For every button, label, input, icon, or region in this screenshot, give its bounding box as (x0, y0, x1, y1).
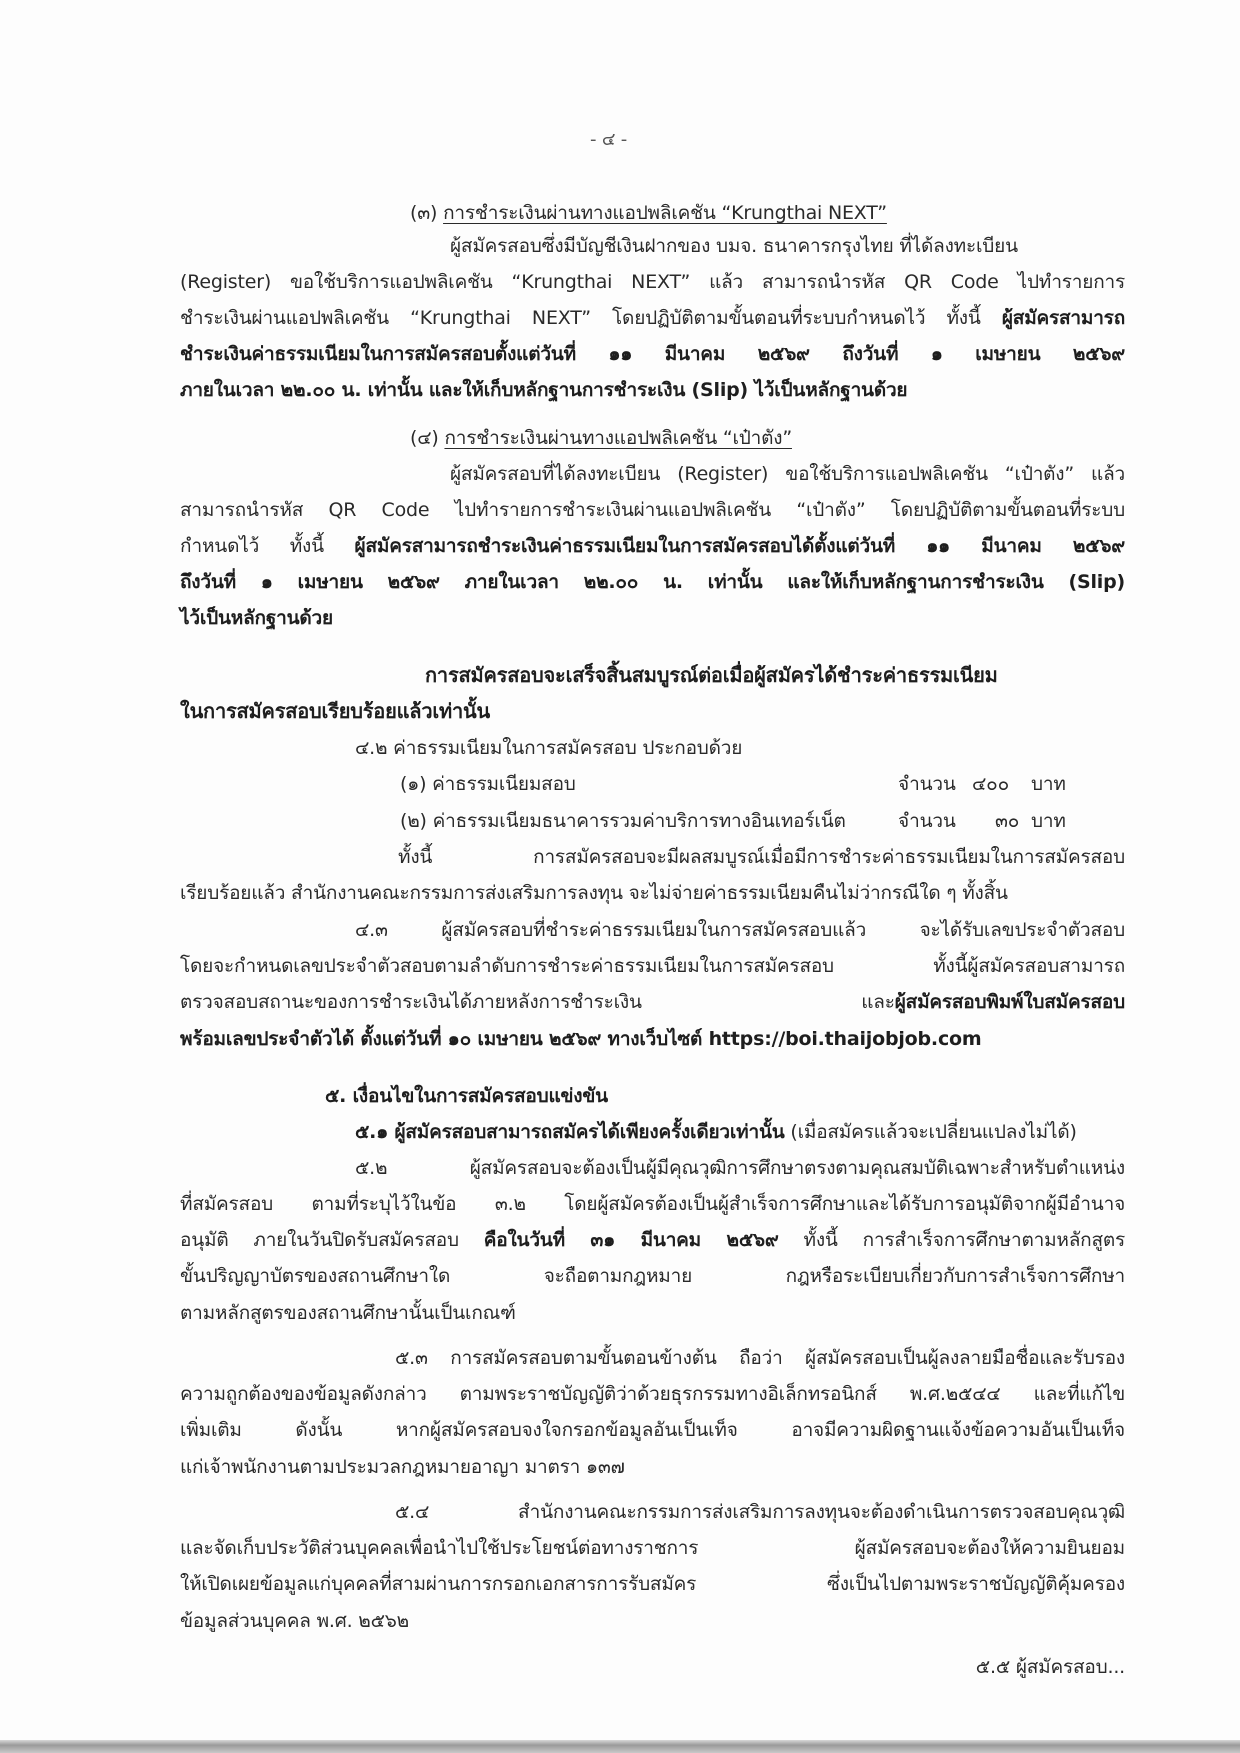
paragraph-line-bold: ภายในเวลา ๒๒.๐๐ น. เท่านั้น และให้เก็บหลักฐานการชำระเงิน (Slip) ไว้เป็นหลักฐานด้วย (180, 379, 908, 401)
paragraph-line: ๕.๓ การสมัครสอบตามขั้นตอนข้างต้น ถือว่า ผู้สมัครสอบเป็นผู้ลงลายมือชื่อและรับรอง (395, 1347, 1125, 1369)
paragraph-line: (Register) ขอใช้บริการแอปพลิเคชัน “Krungthai NEXT” แล้ว สามารถนำรหัส QR Code ไปทำรายการ (180, 271, 1125, 293)
section-4-number: (๔) (410, 427, 439, 449)
paragraph-line: แก่เจ้าพนักงานตามประมวลกฎหมายอาญา มาตรา ๑๓๗ (180, 1456, 625, 1478)
fee-item-amount: ๓๐ (995, 810, 1020, 832)
completion-note-line: ในการสมัครสอบเรียบร้อยแล้วเท่านั้น (180, 699, 490, 723)
page-number: - ๔ - (590, 129, 628, 150)
text-bold: ผู้สมัครสามารถ (1001, 307, 1125, 329)
paragraph-line: ผู้สมัครสอบที่ได้ลงทะเบียน (Register) ขอใช้บริการแอปพลิเคชัน “เป๋าตัง” แล้ว (450, 463, 1125, 485)
paragraph-line: ข้อมูลส่วนบุคคล พ.ศ. ๒๕๖๒ (180, 1610, 409, 1632)
section-3-heading (410, 198, 887, 228)
section-3-title: การชำระเงินผ่านทางแอปพลิเคชัน “Krungthai NEXT” (443, 202, 887, 224)
section-5-heading: ๕. เงื่อนไขในการสมัครสอบแข่งขัน (325, 1085, 608, 1107)
paragraph-line: สามารถนำรหัส QR Code ไปทำรายการชำระเงินผ่านแอปพลิเคชัน “เป๋าตัง” โดยปฏิบัติตามขั้นตอนที่ระบบ (180, 499, 1125, 521)
scan-bottom-edge (0, 1740, 1240, 1753)
text-bold: ผู้สมัครสอบพิมพ์ใบสมัครสอบ (894, 991, 1125, 1013)
paragraph-line: ความถูกต้องของข้อมูลดังกล่าว ตามพระราชบัญญัติว่าด้วยธุรกรรมทางอิเล็กทรอนิกส์ พ.ศ.๒๕๔๔ และที่แก้ไข (180, 1383, 1125, 1405)
paragraph-line: ให้เปิดเผยข้อมูลแก่บุคคลที่สามผ่านการกรอกเอกสารการรับสมัคร ซึ่งเป็นไปตามพระราชบัญญัติคุ้มครอง (180, 1573, 1125, 1595)
paragraph-line: ที่สมัครสอบ ตามที่ระบุไว้ในข้อ ๓.๒ โดยผู้สมัครต้องเป็นผู้สำเร็จการศึกษาและได้รับการอนุมัติจากผู้มีอำนาจ (180, 1193, 1125, 1215)
completion-note-line: การสมัครสอบจะเสร็จสิ้นสมบูรณ์ต่อเมื่อผู้สมัครได้ชำระค่าธรรมเนียม (425, 663, 998, 687)
paragraph-line: เรียบร้อยแล้ว สำนักงานคณะกรรมการส่งเสริมการลงทุน จะไม่จ่ายค่าธรรมเนียมคืนไม่ว่ากรณีใด ๆ ทั้งสิ้น (180, 882, 1008, 904)
paragraph-line-bold: ไว้เป็นหลักฐานด้วย (180, 607, 333, 629)
text-normal: อนุมัติ ภายในวันปิดรับสมัครสอบ (180, 1229, 484, 1251)
paragraph-line: โดยจะกำหนดเลขประจำตัวสอบตามลำดับการชำระค่าธรรมเนียมในการสมัครสอบ ทั้งนี้ผู้สมัครสอบสามารถ (180, 955, 1125, 977)
paragraph-line (180, 1225, 1125, 1255)
text-bold: ผู้สมัครสามารถชำระเงินค่าธรรมเนียมในการสมัครสอบได้ตั้งแต่วันที่ ๑๑ มีนาคม ๒๕๖๙ (354, 535, 1125, 557)
paragraph-line (180, 303, 1125, 333)
fee-item-amount: ๔๐๐ (972, 773, 1009, 795)
text-normal: ชำระเงินผ่านแอปพลิเคชัน “Krungthai NEXT” โดยปฏิบัติตามขั้นตอนที่ระบบกำหนดไว้ ทั้งนี้ (180, 307, 1002, 329)
continuation-marker: ๕.๕ ผู้สมัครสอบ... (975, 1656, 1125, 1678)
paragraph-line: ผู้สมัครสอบซึ่งมีบัญชีเงินฝากของ บมจ. ธนาคารกรุงไทย ที่ได้ลงทะเบียน (450, 235, 1018, 257)
text-normal: กำหนดไว้ ทั้งนี้ (180, 535, 355, 557)
paragraph-line: ๔.๓ ผู้สมัครสอบที่ชำระค่าธรรมเนียมในการสมัครสอบแล้ว จะได้รับเลขประจำตัวสอบ (355, 919, 1125, 941)
fee-item-qty-label: จำนวน (898, 810, 956, 832)
fee-item-label: (๒) ค่าธรรมเนียมธนาคารรวมค่าบริการทางอินเทอร์เน็ต (400, 810, 846, 832)
paragraph-line-bold: ชำระเงินค่าธรรมเนียมในการสมัครสอบตั้งแต่วันที่ ๑๑ มีนาคม ๒๕๖๙ ถึงวันที่ ๑ เมษายน ๒๕๖๙ (180, 343, 1125, 365)
section-3-number: (๓) (410, 202, 438, 224)
item-5-1 (355, 1117, 1077, 1147)
fee-item-unit: บาท (1031, 773, 1066, 795)
paragraph-line: และจัดเก็บประวัติส่วนบุคคลเพื่อนำไปใช้ประโยชน์ต่อทางราชการ ผู้สมัครสอบจะต้องให้ความยินยอม (180, 1537, 1125, 1559)
paragraph-line (180, 987, 1125, 1017)
fee-item-unit: บาท (1031, 810, 1066, 832)
paragraph-line: เพิ่มเติม ดังนั้น หากผู้สมัครสอบจงใจกรอกข้อมูลอันเป็นเท็จ อาจมีความผิดฐานแจ้งข้อความอันเป็นเท็จ (180, 1419, 1125, 1441)
paragraph-line: ทั้งนี้ การสมัครสอบจะมีผลสมบูรณ์เมื่อมีการชำระค่าธรรมเนียมในการสมัครสอบ (398, 846, 1125, 868)
paragraph-line: ตามหลักสูตรของสถานศึกษานั้นเป็นเกณฑ์ (180, 1302, 516, 1324)
section-4-title: การชำระเงินผ่านทางแอปพลิเคชัน “เป๋าตัง” (444, 427, 792, 449)
paragraph-line: ๕.๔ สำนักงานคณะกรรมการส่งเสริมการลงทุนจะต้องดำเนินการตรวจสอบคุณวุฒิ (395, 1501, 1125, 1523)
paragraph-line: ขั้นปริญญาบัตรของสถานศึกษาใด จะถือตามกฎหมาย กฎหรือระเบียบเกี่ยวกับการสำเร็จการศึกษา (180, 1265, 1125, 1287)
paragraph-line: ๕.๒ ผู้สมัครสอบจะต้องเป็นผู้มีคุณวุฒิการศึกษาตรงตามคุณสมบัติเฉพาะสำหรับตำแหน่ง (355, 1157, 1125, 1179)
text-bold: ๕.๑ ผู้สมัครสอบสามารถสมัครได้เพียงครั้งเดียวเท่านั้น (355, 1121, 785, 1143)
paragraph-line-bold: พร้อมเลขประจำตัวได้ ตั้งแต่วันที่ ๑๐ เมษายน ๒๕๖๙ ทางเว็บไซต์ https://boi.thaijobjob.com (180, 1028, 982, 1050)
text-normal: (เมื่อสมัครแล้วจะเปลี่ยนแปลงไม่ได้) (784, 1121, 1077, 1143)
section-4-heading (410, 423, 792, 453)
text-normal: ตรวจสอบสถานะของการชำระเงินได้ภายหลังการชำระเงิน และ (180, 991, 895, 1013)
text-normal: ทั้งนี้ การสำเร็จการศึกษาตามหลักสูตร (778, 1229, 1126, 1251)
fee-item-label: (๑) ค่าธรรมเนียมสอบ (400, 773, 576, 795)
paragraph-line (180, 531, 1125, 561)
fees-heading: ๔.๒ ค่าธรรมเนียมในการสมัครสอบ ประกอบด้วย (355, 737, 743, 759)
fee-item-qty-label: จำนวน (898, 773, 956, 795)
paragraph-line-bold: ถึงวันที่ ๑ เมษายน ๒๕๖๙ ภายในเวลา ๒๒.๐๐ น. เท่านั้น และให้เก็บหลักฐานการชำระเงิน (Slip) (180, 571, 1125, 593)
text-bold: คือในวันที่ ๓๑ มีนาคม ๒๕๖๙ (483, 1229, 779, 1251)
